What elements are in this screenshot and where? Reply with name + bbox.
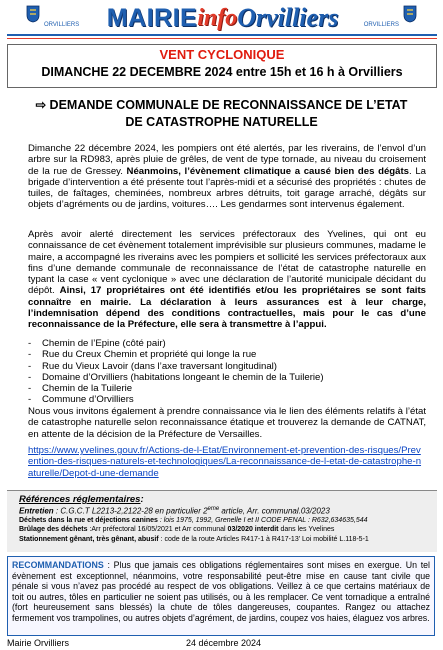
reference-text: : code de la route Articles R417-1 à R417-13' Loi mobilité L.118-5-1: [158, 536, 369, 543]
logo-mairie: MAIRIE: [106, 3, 198, 32]
reference-text: : C.G.C.T L2213-2,2122-28 en particulier 2: [53, 506, 208, 516]
prefecture-link[interactable]: https://www.yvelines.gouv.fr/Actions-de-l-Etat/Environnement-et-prevention-des-risques/Prevention-des-risques-naturels-et-technologiques/La-reconnaissance-de-l-etat-de-catastrophe-naturelle/Depot-d-une-demande: [28, 445, 422, 479]
list-item: - Commune d’Orvilliers: [28, 394, 426, 405]
paragraph-request: [28, 229, 426, 331]
paragraph-event-text-end: . La brigade d’intervention a été présente tout l’après-midi et a sécurisé des propriétés : chutes de tuiles, de faîtages, cheminées, nombreux arbres détruits, toit garage arraché, dégâts sur objets d’agréments ou de jardins, voitures…. Les gendarmes sont intervenus également.: [28, 165, 426, 211]
paragraph-invitation: Nous vous invitons également à prendre connaissance via le lien des éléments relatifs à l’état de catastrophe naturelle selon reconnaissance étatique et trouverez la demande de CATNAT, en attente de la décision de la Préfecture de Versailles.: [28, 406, 426, 440]
header-divider-accent: [7, 38, 437, 39]
section-heading-line1: DEMANDE COMMUNALE DE RECONNAISSANCE DE L’ETAT: [46, 98, 408, 112]
list-item: - Chemin de l’Epine (côté pair): [28, 338, 426, 349]
paragraph-event: [28, 143, 426, 211]
paragraph-event-text: Dimanche 22 décembre 2024, les pompiers ont été alertés, par les riverains, de l’envol d’un arbre sur la RD983, après pluie de grêles, de vent de type tornade, au niveau du croisement de la rue de Gressey.: [28, 143, 426, 177]
references-title: [19, 494, 144, 505]
arrow-right-icon: ⇨: [35, 98, 47, 112]
reference-label: Brûlage des déchets: [19, 526, 88, 533]
headline-date: DIMANCHE 22 DECEMBRE 2024 entre 15h et 16 h à Orvilliers: [41, 65, 403, 79]
paragraph-request-emphasis: Ainsi, 17 propriétaires ont été identifiés et/ou les propriétaires se sont faits connaître en mairie. La déclaration à leurs assurances est à leur charge, l’indemnisation dépend des conditions contractuelles, mais pour le cas d’une reconnaissance de la Préfecture, elle sera à transmettre à l’appui.: [28, 285, 426, 331]
reference-text: : lois 1975, 1992, Grenelle I et II CODE PENAL : R632,634635,544: [157, 517, 368, 524]
mairie-info-logo: [20, 4, 425, 32]
reference-text-end: dans les Yvelines: [278, 526, 335, 533]
reference-dechets: [19, 517, 368, 524]
logo-subtitle-right: ORVILLIERS: [363, 22, 399, 28]
headline-box: [7, 44, 437, 88]
logo-orvilliers: Orvilliers: [237, 3, 339, 32]
reference-text: :Arr préfectoral 16/05/2021 et Arr communal: [87, 526, 228, 533]
recommendations-text: [12, 560, 430, 624]
recommendations-body: : Plus que jamais ces obligations réglementaires sont mises en exergue. Un tel évènement est exceptionnel, néanmoins, votre responsabilité peut-être mise en cause tant civile que pénale si vous n’avez pas procédé au respect de vos obligations. Veillez à ce que certains matériaux de toit ou autres, tôles en particulier ne soient pas utilisés, ou à les remplacer. Ce vent tornadique a entraîné (fort heureusement sans blessés) la chute de tôles dangereuses, coupantes. Rangez ou attachez fermement vos trampolines, ou autres objets d’agrément, de jardins, coupez vos haies, élaguez vos arbres.: [12, 560, 430, 623]
headline-title: VENT CYCLONIQUE: [159, 47, 285, 62]
recommendations-label: RECOMMANDATIONS: [12, 560, 104, 570]
references-title-suffix: :: [140, 494, 144, 505]
section-heading-line2: DE CATASTROPHE NATURELLE: [125, 115, 318, 129]
reference-emphasis: 03/2020 interdit: [227, 526, 279, 533]
reference-stationnement: [19, 536, 369, 543]
reference-entretien: [19, 506, 330, 516]
reference-label: Déchets dans la rue et déjections canines: [19, 517, 158, 524]
paragraph-request-text: Après avoir alerté directement les services préfectoraux des Yvelines, qui ont eu connaissance de cet évènement totalement imprévisible sur plusieurs communes, madame le maire, a accompagné les riverains avec les pompiers et sollicité les services préfectoraux aux fins d’une demande communale de reconnaissance de l’état de catastrophe naturelle en typant la case « vent cyclonique » avec une déclaration de l’autorité municipale décidant du dépôt.: [28, 229, 426, 297]
reference-superscript: eme: [207, 506, 220, 512]
reference-label: Entretien: [19, 506, 54, 516]
reference-text-end: article, Arr. communal.03/2023: [219, 506, 330, 516]
list-item: - Domaine d’Orvilliers (habitations longeant le chemin de la Tuilerie): [28, 372, 426, 383]
list-item: - Rue du Creux Chemin et propriété qui longe la rue: [28, 349, 426, 360]
regulatory-references: [7, 490, 437, 552]
footer-date: 24 décembre 2024: [186, 638, 262, 648]
recommendations-box: [7, 556, 435, 636]
footer-signature: Mairie Orvilliers: [7, 638, 70, 648]
header-divider: [7, 34, 437, 36]
section-heading: [0, 97, 443, 131]
reference-label: Stationnement gênant, très gênant, abusif: [19, 536, 159, 543]
logo-info: info: [197, 4, 238, 31]
list-item: - Chemin de la Tuilerie: [28, 383, 426, 394]
masthead: [0, 0, 443, 44]
logo-subtitle-left: ORVILLIERS: [44, 22, 80, 28]
reference-brulage: [19, 526, 334, 533]
list-item: - Rue du Vieux Lavoir (dans l’axe traversant longitudinal): [28, 361, 426, 372]
paragraph-event-emphasis: Néanmoins, l’évènement climatique a causé bien des dégâts: [126, 165, 410, 177]
affected-streets-list: [28, 338, 426, 406]
references-title-text: Références réglementaires: [19, 494, 141, 505]
